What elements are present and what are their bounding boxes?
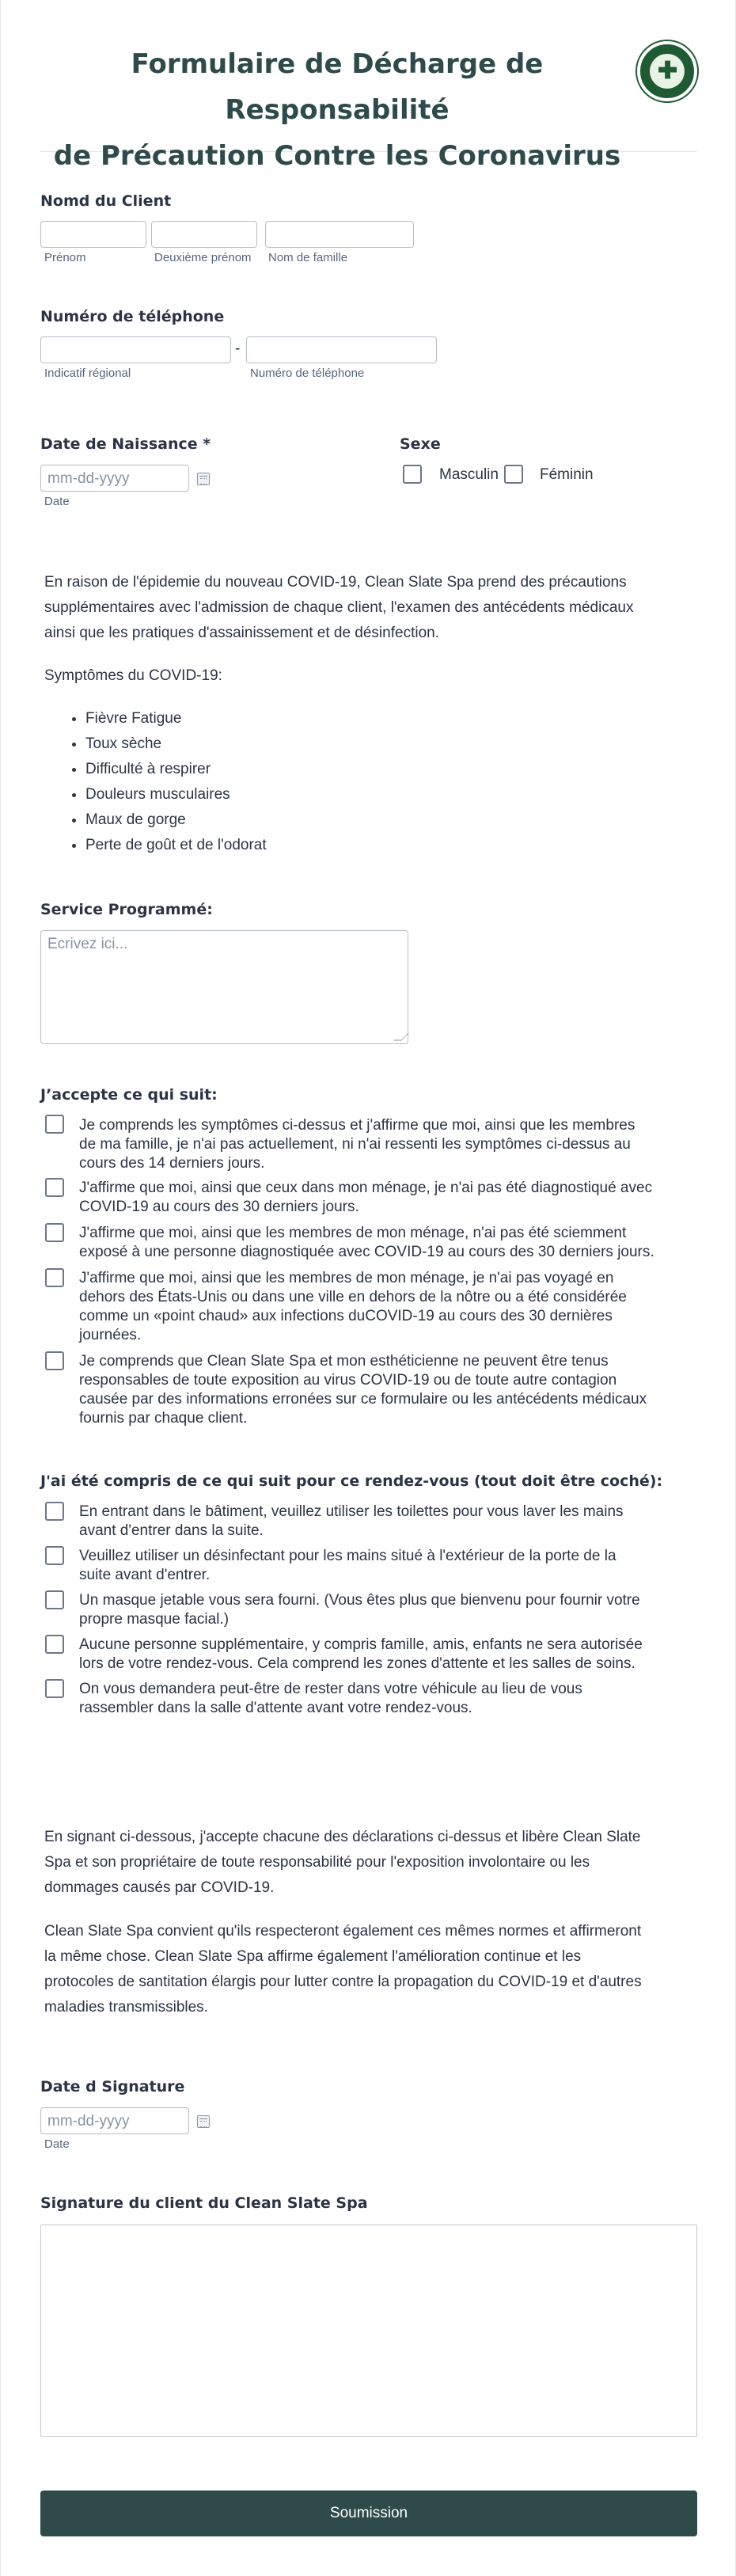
intro-line: ainsi que les pratiques d'assainissement et de désinfection. xyxy=(44,625,439,641)
list-item: • Maux de gorge xyxy=(85,807,267,833)
understood-item-4-text: Aucune personne supplémentaire, y compris famille, amis, enfants ne sera autorisée lors de votre rendez-vous. Cela comprend les zones d'attente et les salles de soins. xyxy=(79,1636,643,1672)
first-name-sublabel: Prénom xyxy=(44,251,86,264)
sex-male-label: Masculin xyxy=(439,466,499,483)
symptoms-list xyxy=(85,706,267,858)
phone-label: Numéro de téléphone xyxy=(40,308,225,325)
birthdate-input[interactable] xyxy=(40,465,189,492)
list-item: • Douleurs musculaires xyxy=(85,782,267,807)
sex-male-checkbox[interactable] xyxy=(403,465,422,484)
last-name-sublabel: Nom de famille xyxy=(268,251,348,264)
release-paragraph-1: En signant ci-dessous, j'accepte chacune des déclarations ci-dessus et libère Clean Slate Spa et son propriétaire de toute responsabilité pour l'exposition involontaire ou les dommages causés par COVID-19. xyxy=(44,1829,641,1896)
list-item: • Difficulté à respirer xyxy=(85,757,267,782)
sex-female-checkbox[interactable] xyxy=(504,465,523,484)
accept-item-5-text: Je comprends que Clean Slate Spa et mon esthéticienne ne peuvent être tenus responsables de toute exposition au virus COVID-19 ou de toute autre contagion causée par des informations erronées sur ce formulaire ou les antécédents médicaux fournis par chaque client. xyxy=(79,1353,647,1427)
phone-number-input[interactable] xyxy=(246,336,437,363)
understood-checkbox-2[interactable] xyxy=(45,1546,64,1565)
accept-item-2-text: J'affirme que moi, ainsi que ceux dans mon ménage, je n'ai pas été diagnostiqué avec COVID-19 au cours des 30 derniers jours. xyxy=(79,1180,653,1215)
understood-checkbox-1[interactable] xyxy=(45,1502,64,1521)
middle-name-sublabel: Deuxième prénom xyxy=(154,251,252,264)
understood-label: J'ai été compris de ce qui suit pour ce rendez-vous (tout doit être coché): xyxy=(40,1472,663,1490)
understood-checkbox-5[interactable] xyxy=(45,1679,64,1698)
release-paragraph-2: Clean Slate Spa convient qu'ils respecteront également ces mêmes normes et affirmeront la même chose. Clean Slate Spa affirme également l'amélioration continue et les protocoles de santitation élargis pour lutter contre la propagation du COVID-19 et d'autres maladies transmissibles. xyxy=(44,1923,642,2016)
birthdate-placeholder: mm-dd-yyyy xyxy=(47,470,130,487)
symptoms-title: Symptômes du COVID-19: xyxy=(44,667,222,684)
accept-label: J’accepte ce qui suit: xyxy=(40,1086,218,1104)
spa-logo xyxy=(637,41,697,101)
list-item: • Fièvre Fatigue xyxy=(85,706,267,731)
signature-date-input[interactable] xyxy=(40,2107,189,2134)
understood-item-2-text: Veuillez utiliser un désinfectant pour les mains situé à l'extérieur de la porte de la suite avant d'entrer. xyxy=(79,1548,616,1583)
form-title xyxy=(40,41,634,179)
submit-button[interactable]: Soumission xyxy=(40,2491,697,2536)
birthdate-sublabel: Date xyxy=(44,495,70,508)
resize-handle-icon[interactable] xyxy=(393,1033,409,1041)
list-item: • Perte de goût et de l'odorat xyxy=(85,833,267,858)
form-header xyxy=(40,32,697,172)
signature-date-sublabel: Date xyxy=(44,2137,70,2151)
logo-emblem-icon: ✚ xyxy=(650,54,685,89)
birthdate-label: Date de Naissance * xyxy=(40,435,211,453)
calendar-icon[interactable] xyxy=(197,473,210,485)
intro-paragraph xyxy=(44,570,633,646)
accept-item-3-text: J'affirme que moi, ainsi que les membres de mon ménage, n'ai pas été sciemment exposé à une personne diagnostiquée avec COVID-19 au cours des 30 derniers jours. xyxy=(79,1225,654,1260)
phone-area-code-sublabel: Indicatif régional xyxy=(44,367,131,380)
understood-item-5-text: On vous demandera peut-être de rester dans votre véhicule au lieu de vous rassembler dans la salle d'attente avant votre rendez-vous. xyxy=(79,1681,582,1716)
middle-name-input[interactable] xyxy=(151,221,257,248)
understood-item-3-text: Un masque jetable vous sera fourni. (Vous êtes plus que bienvenu pour fournir votre propre masque facial.) xyxy=(79,1592,640,1628)
intro-line: supplémentaires avec l'admission de chaque client, l'examen des antécédents médicaux xyxy=(44,599,634,616)
phone-area-code-input[interactable] xyxy=(40,336,231,363)
signature-label: Signature du client du Clean Slate Spa xyxy=(40,2194,368,2212)
accept-checkbox-3[interactable] xyxy=(45,1223,64,1242)
accept-item-4-text: J'affirme que moi, ainsi que les membres de mon ménage, je n'ai pas voyagé en dehors des États-Unis ou dans une ville en dehors de la nôtre ou a été considérée comme un «point chaud» aux infections duCOVID-19 au cours des 30 dernières journées. xyxy=(79,1270,627,1343)
accept-checkbox-2[interactable] xyxy=(45,1178,64,1197)
accept-item-1-text: Je comprends les symptômes ci-dessus et j'affirme que moi, ainsi que les membres de ma famille, je n'ai pas actuellement, ni n'ai ressenti les symptômes ci-dessus au cours des 14 derniers jours. xyxy=(79,1117,635,1172)
phone-number-sublabel: Numéro de téléphone xyxy=(250,367,365,380)
understood-checkbox-3[interactable] xyxy=(45,1590,64,1609)
service-label: Service Programmé: xyxy=(40,901,213,918)
accept-checkbox-5[interactable] xyxy=(45,1351,64,1370)
sex-label: Sexe xyxy=(400,435,441,453)
service-textarea[interactable] xyxy=(40,930,408,1044)
signature-pad[interactable] xyxy=(40,2225,697,2437)
form-title-line-2: de Précaution Contre les Coronavirus xyxy=(53,140,621,172)
list-item: • Toux sèche xyxy=(85,731,267,757)
calendar-icon[interactable] xyxy=(197,2115,210,2128)
intro-line: En raison de l'épidemie du nouveau COVID-19, Clean Slate Spa prend des précautions xyxy=(44,574,627,591)
understood-checkbox-4[interactable] xyxy=(45,1635,64,1654)
service-placeholder: Ecrivez ici... xyxy=(47,936,128,952)
form-title-line-1: Formulaire de Décharge de Responsabilité xyxy=(131,48,544,126)
signature-date-label: Date d Signature xyxy=(40,2078,185,2095)
understood-item-1-text: En entrant dans le bâtiment, veuillez utiliser les toilettes pour vous laver les mains avant d'entrer dans la suite. xyxy=(79,1503,624,1539)
phone-separator: - xyxy=(235,340,241,357)
client-name-label: Nomd du Client xyxy=(40,192,172,210)
signature-date-placeholder: mm-dd-yyyy xyxy=(47,2113,130,2130)
accept-checkbox-4[interactable] xyxy=(45,1268,64,1287)
sex-female-label: Féminin xyxy=(540,466,594,483)
accept-checkbox-1[interactable] xyxy=(45,1115,64,1134)
first-name-input[interactable] xyxy=(40,221,146,248)
last-name-input[interactable] xyxy=(265,221,414,248)
